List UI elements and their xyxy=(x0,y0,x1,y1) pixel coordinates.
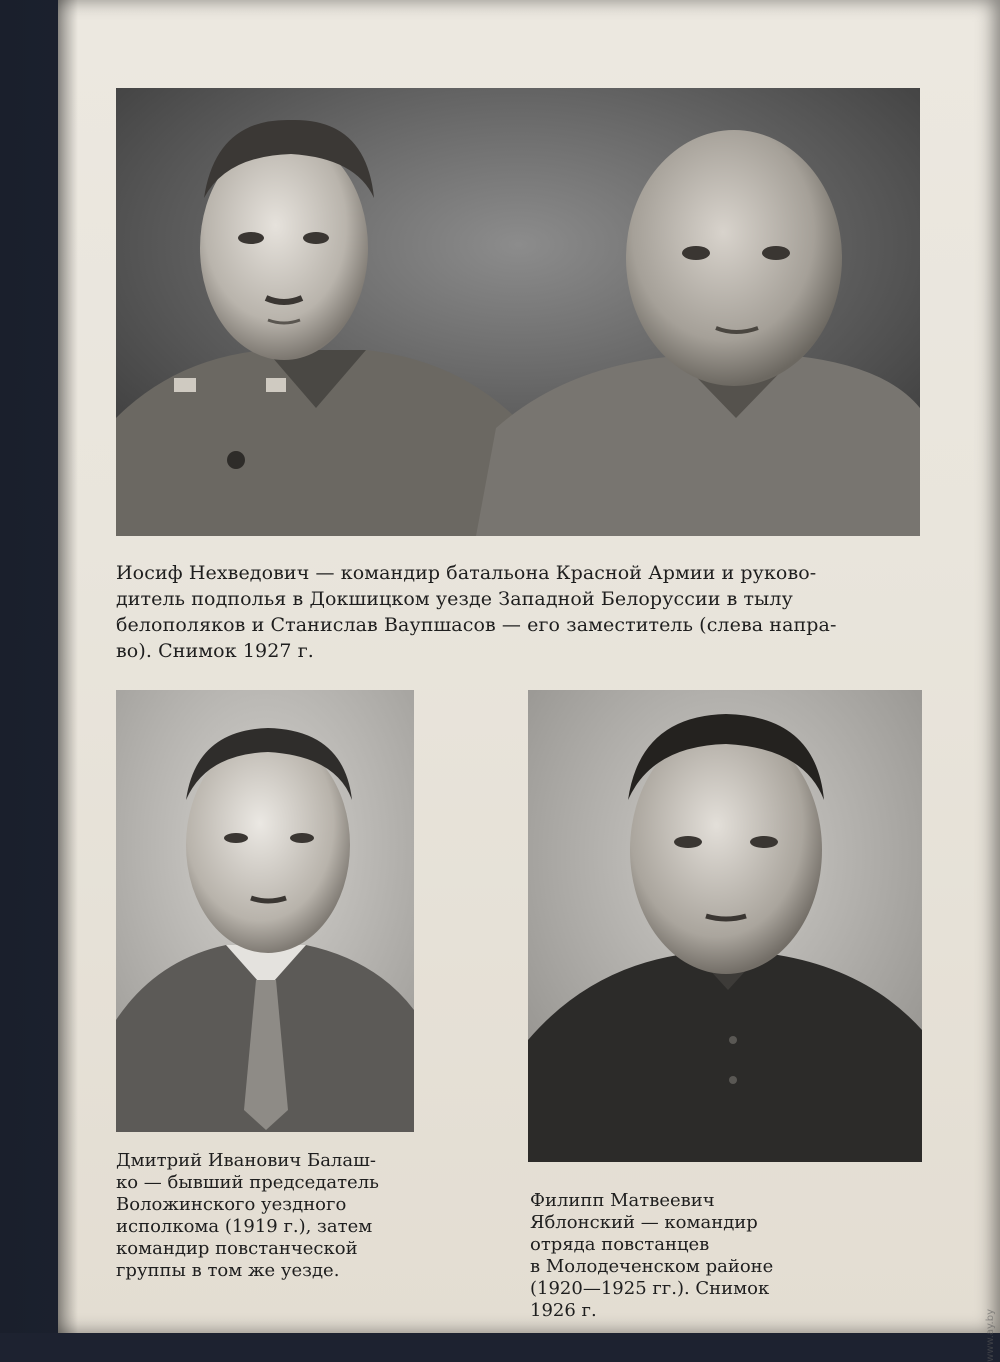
right-caption-line: отряда повстанцев xyxy=(530,1234,710,1255)
photo-balashko xyxy=(116,690,414,1132)
left-caption-line: группы в том же уезде. xyxy=(116,1260,340,1281)
left-caption-line: Воложинского уездного xyxy=(116,1194,347,1215)
photo-yablonsky-image xyxy=(528,690,922,1162)
left-caption-line: ко — бывший председатель xyxy=(116,1172,379,1193)
top-caption-line: белополяков и Станислав Ваупшасов — его заместитель (слева напра- xyxy=(116,614,837,636)
left-caption-line: исполкома (1919 г.), затем xyxy=(116,1216,373,1237)
photo-balashko-image xyxy=(116,690,414,1132)
photo-two-commanders-image xyxy=(116,88,920,536)
book-page xyxy=(58,0,1000,1362)
watermark-text: www.ay.by xyxy=(985,1309,996,1362)
top-caption-line: во). Снимок 1927 г. xyxy=(116,640,314,662)
left-caption-line: Дмитрий Иванович Балаш- xyxy=(116,1150,376,1171)
right-caption-line: Яблонский — командир xyxy=(530,1212,758,1233)
photo-two-commanders xyxy=(116,88,920,536)
right-caption xyxy=(530,1190,860,1322)
right-caption-line: в Молодеченском районе xyxy=(530,1256,774,1277)
right-caption-line: Филипп Матвеевич xyxy=(530,1190,715,1211)
right-caption-line: 1926 г. xyxy=(530,1300,597,1321)
left-caption xyxy=(116,1150,416,1282)
left-caption-line: командир повстанческой xyxy=(116,1238,358,1259)
top-caption xyxy=(116,560,920,664)
top-caption-line: дитель подполья в Докшицком уезде Западной Белоруссии в тылу xyxy=(116,588,793,610)
top-caption-line: Иосиф Нехведович — командир батальона Красной Армии и руково- xyxy=(116,562,817,584)
photo-yablonsky xyxy=(528,690,922,1162)
right-caption-line: (1920—1925 гг.). Снимок xyxy=(530,1278,770,1299)
